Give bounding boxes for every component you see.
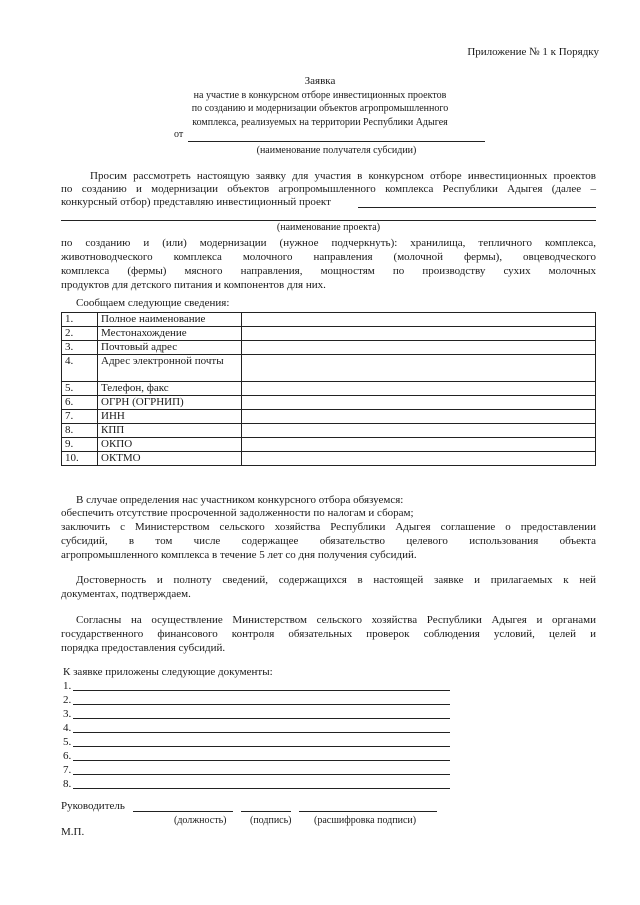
from-label: от	[174, 129, 184, 140]
attachment-field[interactable]	[73, 774, 450, 775]
row-label: ОКТМО	[98, 452, 242, 466]
attachment-field[interactable]	[73, 732, 450, 733]
row-value-cell[interactable]	[242, 410, 596, 424]
document-heading: Заявка	[304, 75, 336, 87]
project-name-field-1[interactable]	[358, 207, 596, 208]
row-value-cell[interactable]	[242, 327, 596, 341]
stamp-place: М.П.	[61, 826, 85, 838]
project-name-field-2[interactable]	[61, 220, 596, 221]
request-line-7: продуктов для детского питания и компонентов для них.	[61, 279, 326, 291]
applicant-info-table	[61, 312, 596, 466]
obligations-line-1: В случае определения нас участником конкурсного отбора обязуемся:	[76, 494, 404, 506]
guarantee-line-2: документах, подтверждаем.	[61, 588, 191, 600]
attachment-field[interactable]	[73, 746, 450, 747]
row-number: 10.	[62, 452, 98, 466]
obligations-line-2: обеспечить отсутствие просроченной задолженности по налогам и сборам;	[61, 507, 414, 519]
row-label: ОКПО	[98, 438, 242, 452]
title-line-1: на участие в конкурсном отборе инвестиционных проектов	[193, 90, 447, 101]
row-value-cell[interactable]	[242, 452, 596, 466]
table-row	[62, 452, 596, 466]
attachment-field[interactable]	[73, 718, 450, 719]
row-label: Почтовый адрес	[98, 341, 242, 355]
obligations-line-4: субсидий, в том числе содержащее обязательство целевого использования объекта	[61, 535, 596, 547]
row-value-cell[interactable]	[242, 382, 596, 396]
request-line-6: комплекса (фермы) мясного направления, мощностям по производству сухих молочных	[61, 265, 596, 277]
row-label: ИНН	[98, 410, 242, 424]
signature-caption: (подпись)	[250, 815, 292, 826]
request-line-5: животноводческого комплекса молочного направления (молочной фермы), овцеводческого	[61, 251, 596, 263]
guarantee-line-1: Достоверность и полноту сведений, содержащихся в настоящей заявке и прилагаемых к ней	[76, 574, 596, 586]
attachment-number: 3.	[63, 708, 72, 720]
attachment-number: 5.	[63, 736, 72, 748]
request-line-4: по созданию и (или) модернизации (нужное подчеркнуть): хранилища, тепличного комплекса,	[61, 237, 596, 249]
attachments-intro: К заявке приложены следующие документы:	[63, 666, 273, 678]
position-caption: (должность)	[174, 815, 227, 826]
table-row	[62, 438, 596, 452]
consent-line-3: порядка предоставления субсидий.	[61, 642, 226, 654]
consent-line-2: государственного финансового контроля обязательных проверок соблюдения условий, целей и	[61, 628, 596, 640]
request-line-3: конкурсный отбор) представляю инвестиционный проект	[61, 196, 331, 208]
attachment-number: 7.	[63, 764, 72, 776]
attachment-number: 4.	[63, 722, 72, 734]
row-label: Местонахождение	[98, 327, 242, 341]
row-value-cell[interactable]	[242, 424, 596, 438]
table-row	[62, 327, 596, 341]
row-number: 6.	[62, 396, 98, 410]
row-value-cell[interactable]	[242, 396, 596, 410]
title-line-3: комплекса, реализуемых на территории Республики Адыгея	[192, 117, 448, 128]
table-row	[62, 355, 596, 382]
row-label: КПП	[98, 424, 242, 438]
position-field[interactable]	[133, 811, 233, 812]
row-number: 7.	[62, 410, 98, 424]
row-value-cell[interactable]	[242, 341, 596, 355]
row-number: 9.	[62, 438, 98, 452]
attachment-field[interactable]	[73, 788, 450, 789]
table-row	[62, 341, 596, 355]
appendix-label: Приложение № 1 к Порядку	[467, 46, 599, 58]
recipient-caption: (наименование получателя субсидии)	[256, 145, 417, 156]
title-line-2: по созданию и модернизации объектов агропромышленного	[191, 103, 449, 114]
attachment-number: 1.	[63, 680, 72, 692]
obligations-line-3: заключить с Министерством сельского хозяйства Республики Адыгея соглашение о предоставлении	[61, 521, 596, 533]
attachment-field[interactable]	[73, 690, 450, 691]
row-value-cell[interactable]	[242, 355, 596, 382]
head-label: Руководитель	[61, 800, 125, 812]
table-row	[62, 410, 596, 424]
attachment-field[interactable]	[73, 704, 450, 705]
table-row	[62, 424, 596, 438]
project-caption: (наименование проекта)	[276, 222, 381, 233]
row-number: 2.	[62, 327, 98, 341]
recipient-name-field[interactable]	[188, 141, 485, 142]
row-number: 8.	[62, 424, 98, 438]
row-number: 4.	[62, 355, 98, 382]
request-line-1: Просим рассмотреть настоящую заявку для участия в конкурсном отборе инвестиционных проектов	[90, 170, 596, 182]
row-value-cell[interactable]	[242, 438, 596, 452]
table-row	[62, 396, 596, 410]
row-number: 1.	[62, 313, 98, 327]
row-label: ОГРН (ОГРНИП)	[98, 396, 242, 410]
request-line-2: по созданию и модернизации объектов агропромышленного комплекса Республики Адыгея (далее –	[61, 183, 596, 195]
attachment-number: 2.	[63, 694, 72, 706]
attachment-field[interactable]	[73, 760, 450, 761]
attachment-number: 6.	[63, 750, 72, 762]
row-number: 3.	[62, 341, 98, 355]
obligations-line-5: агропромышленного комплекса в течение 5 лет со дня получения субсидий.	[61, 549, 417, 561]
row-label: Телефон, факс	[98, 382, 242, 396]
row-label: Полное наименование	[98, 313, 242, 327]
table-row	[62, 313, 596, 327]
consent-line-1: Согласны на осуществление Министерством сельского хозяйства Республики Адыгея и органами	[76, 614, 596, 626]
signature-decoding-field[interactable]	[299, 811, 437, 812]
row-number: 5.	[62, 382, 98, 396]
row-label: Адрес электронной почты	[98, 355, 242, 382]
row-value-cell[interactable]	[242, 313, 596, 327]
info-intro: Сообщаем следующие сведения:	[76, 297, 230, 309]
signature-field[interactable]	[241, 811, 291, 812]
attachment-number: 8.	[63, 778, 72, 790]
table-row	[62, 382, 596, 396]
decoding-caption: (расшифровка подписи)	[314, 815, 417, 826]
